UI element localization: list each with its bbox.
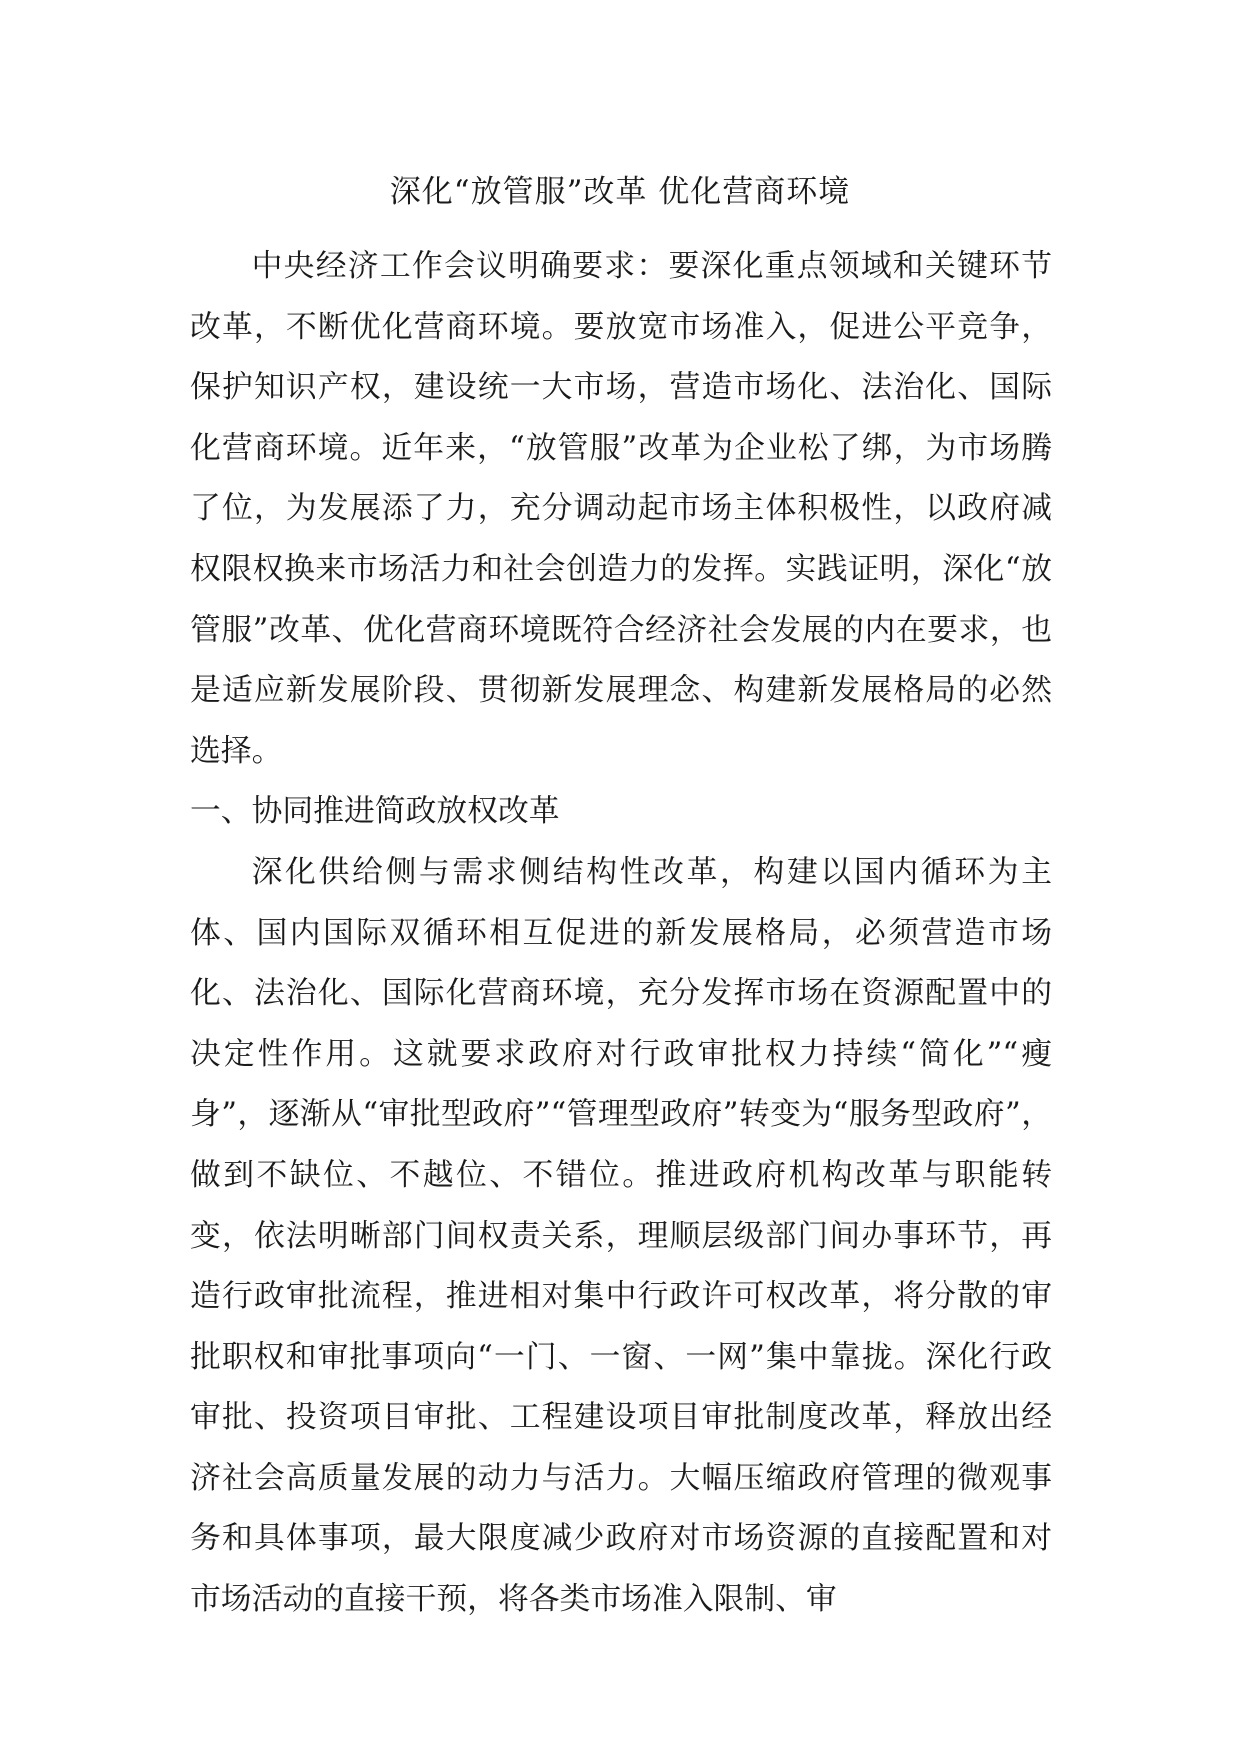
- paragraph-intro: 中央经济工作会议明确要求：要深化重点领域和关键环节改革，不断优化营商环境。要放宽市场准入，促进公平竞争，保护知识产权，建设统一大市场，营造市场化、法治化、国际化营商环境。近年来，“放管服”改革为企业松了绑，为市场腾了位，为发展添了力，充分调动起市场主体积极性，以政府减权限权换来市场活力和社会创造力的发挥。实践证明，深化“放管服”改革、优化营商环境既符合经济社会发展的内在要求，也是适应新发展阶段、贯彻新发展理念、构建新发展格局的必然选择。: [190, 248, 1052, 769]
- paragraph-section-one: 深化供给侧与需求侧结构性改革，构建以国内循环为主体、国内国际双循环相互促进的新发展格局，必须营造市场化、法治化、国际化营商环境，充分发挥市场在资源配置中的决定性作用。这就要求政府对行政审批权力持续“简化”“瘦身”，逐渐从“审批型政府”“管理型政府”转变为“服务型政府”，做到不缺位、不越位、不错位。推进政府机构改革与职能转变，依法明晰部门间权责关系，理顺层级部门间办事环节，再造行政审批流程，推进相对集中行政许可权改革，将分散的审批职权和审批事项向“一门、一窗、一网”集中靠拢。深化行政审批、投资项目审批、工程建设项目审批制度改革，释放出经济社会高质量发展的动力与活力。大幅压缩政府管理的微观事务和具体事项，最大限度减少政府对市场资源的直接配置和对市场活动的直接干预，将各类市场准入限制、审: [190, 853, 1052, 1618]
- section-heading: 一、协同推进简政放权改革: [190, 793, 560, 830]
- document-title: 深化“放管服”改革 优化营商环境: [389, 174, 851, 210]
- document-body: [190, 236, 1052, 1630]
